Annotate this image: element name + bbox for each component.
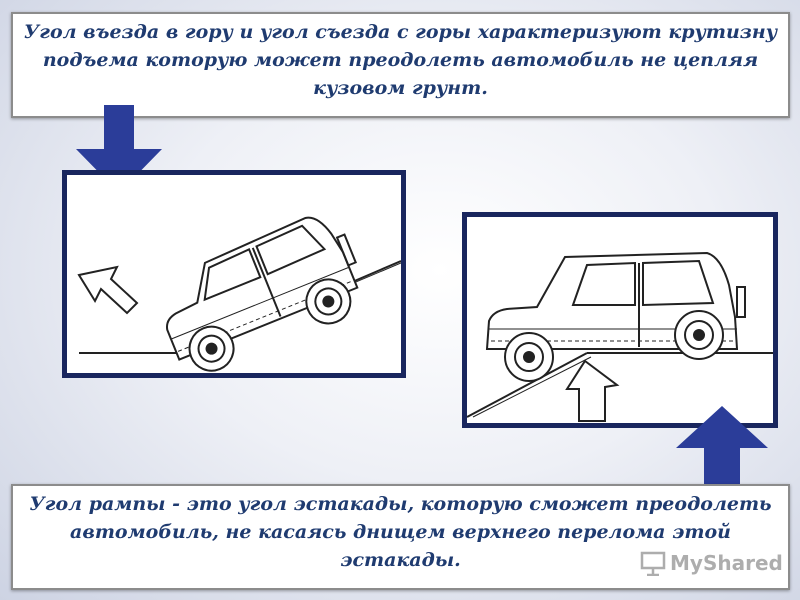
approach-angle-illustration: [62, 170, 406, 378]
watermark: [640, 548, 783, 578]
presentation-board-icon: [640, 550, 666, 576]
ramp-angle-illustration: [462, 212, 778, 428]
up-arrow-icon: [676, 406, 768, 490]
bottom-caption-text: Угол рампы - это угол эстакады, которую сможет преодолеть автомобиль, не касаясь днищем верхнего перелома этой эстакады.: [29, 493, 772, 571]
top-caption-box: [11, 12, 790, 118]
watermark-text: MyShared: [670, 551, 783, 575]
car-on-ramp-drawing: [467, 217, 773, 423]
top-caption-text: Угол въезда в гору и угол съезда с горы характеризуют крутизну подъема которую может преодолеть автомобиль не цепляя кузовом грунт.: [23, 21, 778, 99]
car-uphill-drawing: [67, 175, 401, 373]
